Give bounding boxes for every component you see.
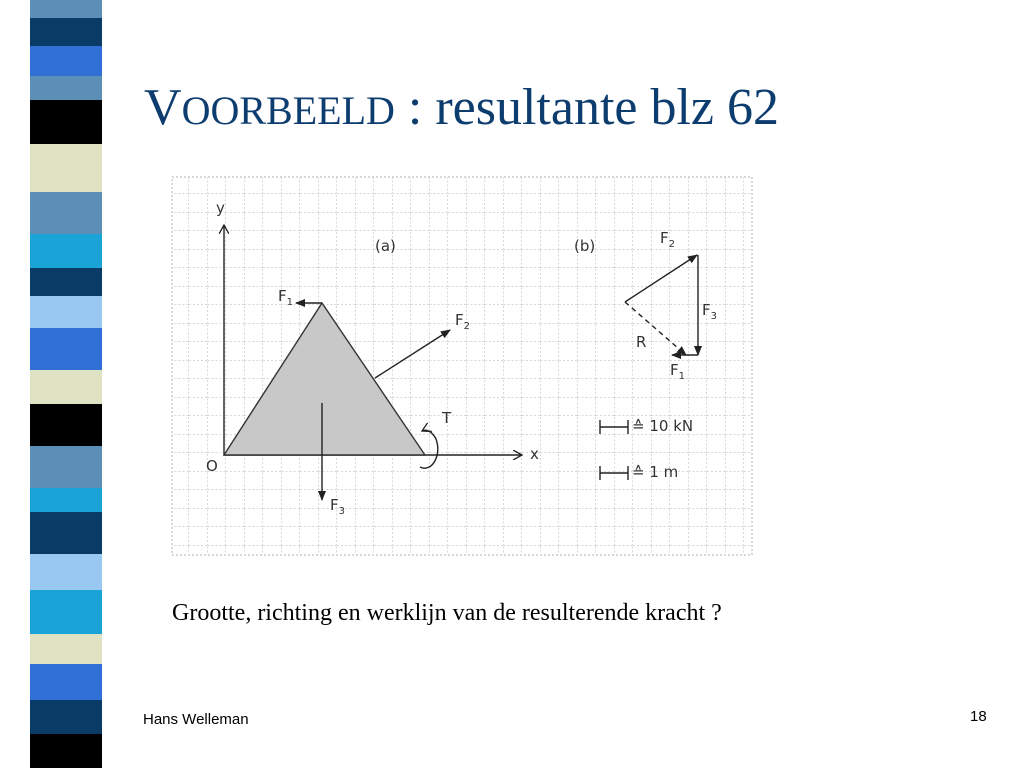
stripe <box>30 234 102 268</box>
footer-author: Hans Welleman <box>143 711 249 728</box>
stripe <box>30 734 102 768</box>
label-b: (b) <box>574 237 596 255</box>
title-first-letter: V <box>144 79 182 136</box>
stripe <box>30 46 102 76</box>
force-diagram <box>170 175 754 557</box>
stripe <box>30 76 102 100</box>
force-scale-label: ≙ 10 kN <box>632 417 694 435</box>
stripe <box>30 144 102 192</box>
stripe <box>30 0 102 18</box>
label-a: (a) <box>375 237 396 255</box>
decorative-stripes <box>0 0 118 768</box>
stripe <box>30 700 102 734</box>
stripe <box>30 590 102 634</box>
stripe <box>30 268 102 296</box>
stripe <box>30 634 102 664</box>
title-small-caps: OORBEELD <box>181 88 395 133</box>
x-axis-label: x <box>530 445 539 463</box>
force-f2-label: $F_2$ <box>455 311 471 332</box>
y-axis-label: y <box>216 199 225 217</box>
slide-caption: Grootte, richting en werklijn van de resulterende kracht ? <box>172 600 722 626</box>
stripe <box>30 296 102 328</box>
stripe <box>30 554 102 590</box>
stripe <box>30 18 102 46</box>
force-f3-label: $F_3$ <box>330 496 346 517</box>
page-number: 18 <box>970 708 987 725</box>
stripe <box>30 404 102 446</box>
stripe <box>30 100 102 144</box>
resultant-label: R <box>636 333 647 351</box>
origin-label: O <box>206 457 218 475</box>
slide-title <box>144 78 779 141</box>
length-scale-label: ≙ 1 m <box>632 463 679 481</box>
polygon-f1-label: $F_1$ <box>670 361 686 382</box>
stripe <box>30 370 102 404</box>
title-rest: : resultante blz 62 <box>394 79 779 136</box>
stripe <box>30 664 102 700</box>
polygon-f3-label: $F_3$ <box>702 301 718 322</box>
stripe <box>30 192 102 234</box>
stripe <box>30 512 102 554</box>
stripe <box>30 488 102 512</box>
moment-label: T <box>442 409 452 427</box>
stripe <box>30 328 102 370</box>
force-f1-label: $F_1$ <box>278 287 294 308</box>
force-diagram-svg <box>170 175 754 557</box>
polygon-f2-label: $F_2$ <box>660 229 676 250</box>
stripe <box>30 446 102 488</box>
